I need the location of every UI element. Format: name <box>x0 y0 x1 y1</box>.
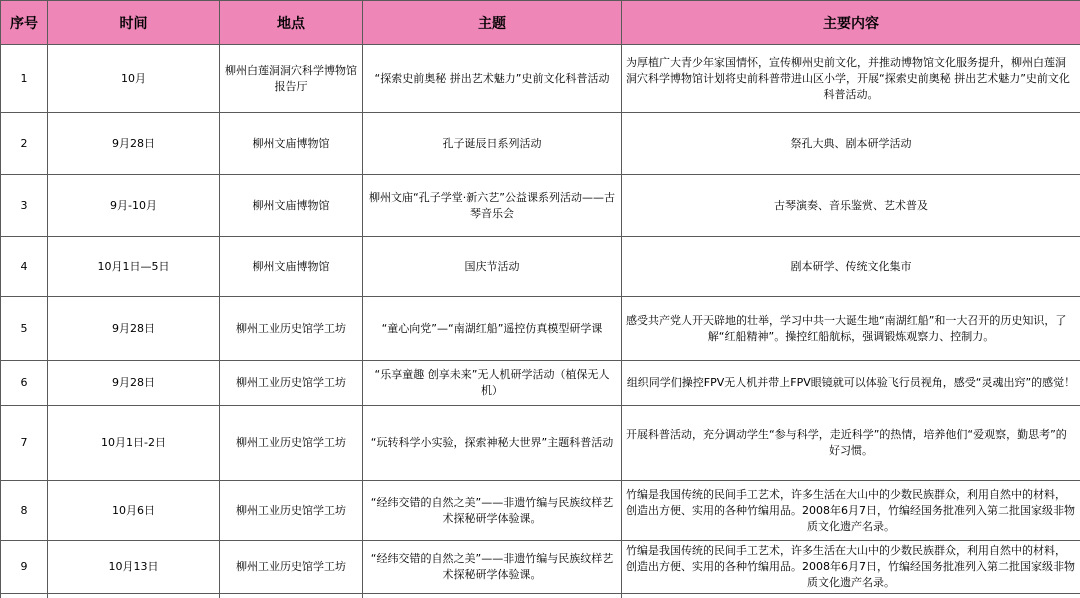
header-time: 时间 <box>48 1 220 45</box>
table-row <box>1 45 1080 113</box>
cell-time: 10月1日-2日 <box>48 406 220 481</box>
cell-index: 8 <box>1 481 48 541</box>
table-row <box>1 541 1080 594</box>
cell-index <box>1 594 48 598</box>
cell-time <box>48 594 220 598</box>
cell-index: 4 <box>1 237 48 297</box>
cell-place: 柳州工业历史馆学工坊 <box>220 481 363 541</box>
cell-content: 为厚植广大青少年家国情怀，宣传柳州史前文化，并推动博物馆文化服务提升，柳州白莲洞洞穴科学博物馆计划将史前科普带进山区小学，开展“探索史前奥秘 拼出艺术魅力”史前文化科普活动。 <box>622 45 1080 113</box>
cell-time: 10月1日—5日 <box>48 237 220 297</box>
cell-place: 柳州工业历史馆学工坊 <box>220 541 363 594</box>
cell-place: 柳州工业历史馆学工坊 <box>220 297 363 361</box>
cell-theme: 柳州文庙“孔子学堂·新六艺”公益课系列活动——古琴音乐会 <box>363 175 622 237</box>
cell-time: 9月28日 <box>48 297 220 361</box>
cell-content: 竹编是我国传统的民间手工艺术，许多生活在大山中的少数民族群众，利用自然中的材料，创造出方便、实用的各种竹编用品。2008年6月7日，竹编经国务批准列入第二批国家级非物质文化遗产名录。 <box>622 481 1080 541</box>
cell-index: 2 <box>1 113 48 175</box>
cell-theme: 国庆节活动 <box>363 237 622 297</box>
table-row <box>1 594 1080 598</box>
cell-time: 10月 <box>48 45 220 113</box>
cell-theme: “童心向党”—“南湖红船”遥控仿真模型研学课 <box>363 297 622 361</box>
cell-theme: “经纬交错的自然之美”——非遗竹编与民族纹样艺术探秘研学体验课。 <box>363 481 622 541</box>
table-row <box>1 113 1080 175</box>
cell-theme: “乐享童趣 创享未来”无人机研学活动（植保无人机） <box>363 361 622 406</box>
cell-theme: “探索史前奥秘 拼出艺术魅力”史前文化科普活动 <box>363 45 622 113</box>
cell-place <box>220 594 363 598</box>
cell-place: 柳州文庙博物馆 <box>220 175 363 237</box>
cell-theme: “玩转科学小实验，探索神秘大世界”主题科普活动 <box>363 406 622 481</box>
cell-content: 开展科普活动，充分调动学生“参与科学，走近科学”的热情，培养他们“爱观察，勤思考”的好习惯。 <box>622 406 1080 481</box>
table-row <box>1 297 1080 361</box>
cell-place: 柳州文庙博物馆 <box>220 113 363 175</box>
cell-time: 10月6日 <box>48 481 220 541</box>
cell-content: 剧本研学、传统文化集市 <box>622 237 1080 297</box>
cell-theme <box>363 594 622 598</box>
table-row <box>1 361 1080 406</box>
cell-time: 9月28日 <box>48 361 220 406</box>
table-row <box>1 406 1080 481</box>
table-row <box>1 481 1080 541</box>
cell-index: 5 <box>1 297 48 361</box>
cell-place: 柳州白莲洞洞穴科学博物馆报告厅 <box>220 45 363 113</box>
cell-content: 感受共产党人开天辟地的壮举，学习中共一大诞生地“南湖红船”和一大召开的历史知识，了解“红船精神”。操控红船航标，强调锻炼观察力、控制力。 <box>622 297 1080 361</box>
cell-place: 柳州工业历史馆学工坊 <box>220 361 363 406</box>
header-index: 序号 <box>1 1 48 45</box>
cell-time: 10月13日 <box>48 541 220 594</box>
cell-content: 祭孔大典、剧本研学活动 <box>622 113 1080 175</box>
cell-index: 6 <box>1 361 48 406</box>
cell-content: 竹编是我国传统的民间手工艺术，许多生活在大山中的少数民族群众，利用自然中的材料，创造出方便、实用的各种竹编用品。2008年6月7日，竹编经国务批准列入第二批国家级非物质文化遗产名录。 <box>622 541 1080 594</box>
cell-theme: “经纬交错的自然之美”——非遗竹编与民族纹样艺术探秘研学体验课。 <box>363 541 622 594</box>
cell-time: 9月-10月 <box>48 175 220 237</box>
cell-index: 3 <box>1 175 48 237</box>
cell-index: 1 <box>1 45 48 113</box>
table-header-row <box>1 1 1080 45</box>
table-row <box>1 175 1080 237</box>
header-content: 主要内容 <box>622 1 1080 45</box>
cell-place: 柳州工业历史馆学工坊 <box>220 406 363 481</box>
table-row <box>1 237 1080 297</box>
cell-place: 柳州文庙博物馆 <box>220 237 363 297</box>
cell-time: 9月28日 <box>48 113 220 175</box>
header-place: 地点 <box>220 1 363 45</box>
cell-content: 组织同学们操控FPV无人机并带上FPV眼镜就可以体验飞行员视角，感受“灵魂出窍”的感觉！ <box>622 361 1080 406</box>
cell-index: 9 <box>1 541 48 594</box>
cell-index: 7 <box>1 406 48 481</box>
cell-content: 古琴演奏、音乐鉴赏、艺术普及 <box>622 175 1080 237</box>
header-theme: 主题 <box>363 1 622 45</box>
cell-content <box>622 594 1080 598</box>
cell-theme: 孔子诞辰日系列活动 <box>363 113 622 175</box>
